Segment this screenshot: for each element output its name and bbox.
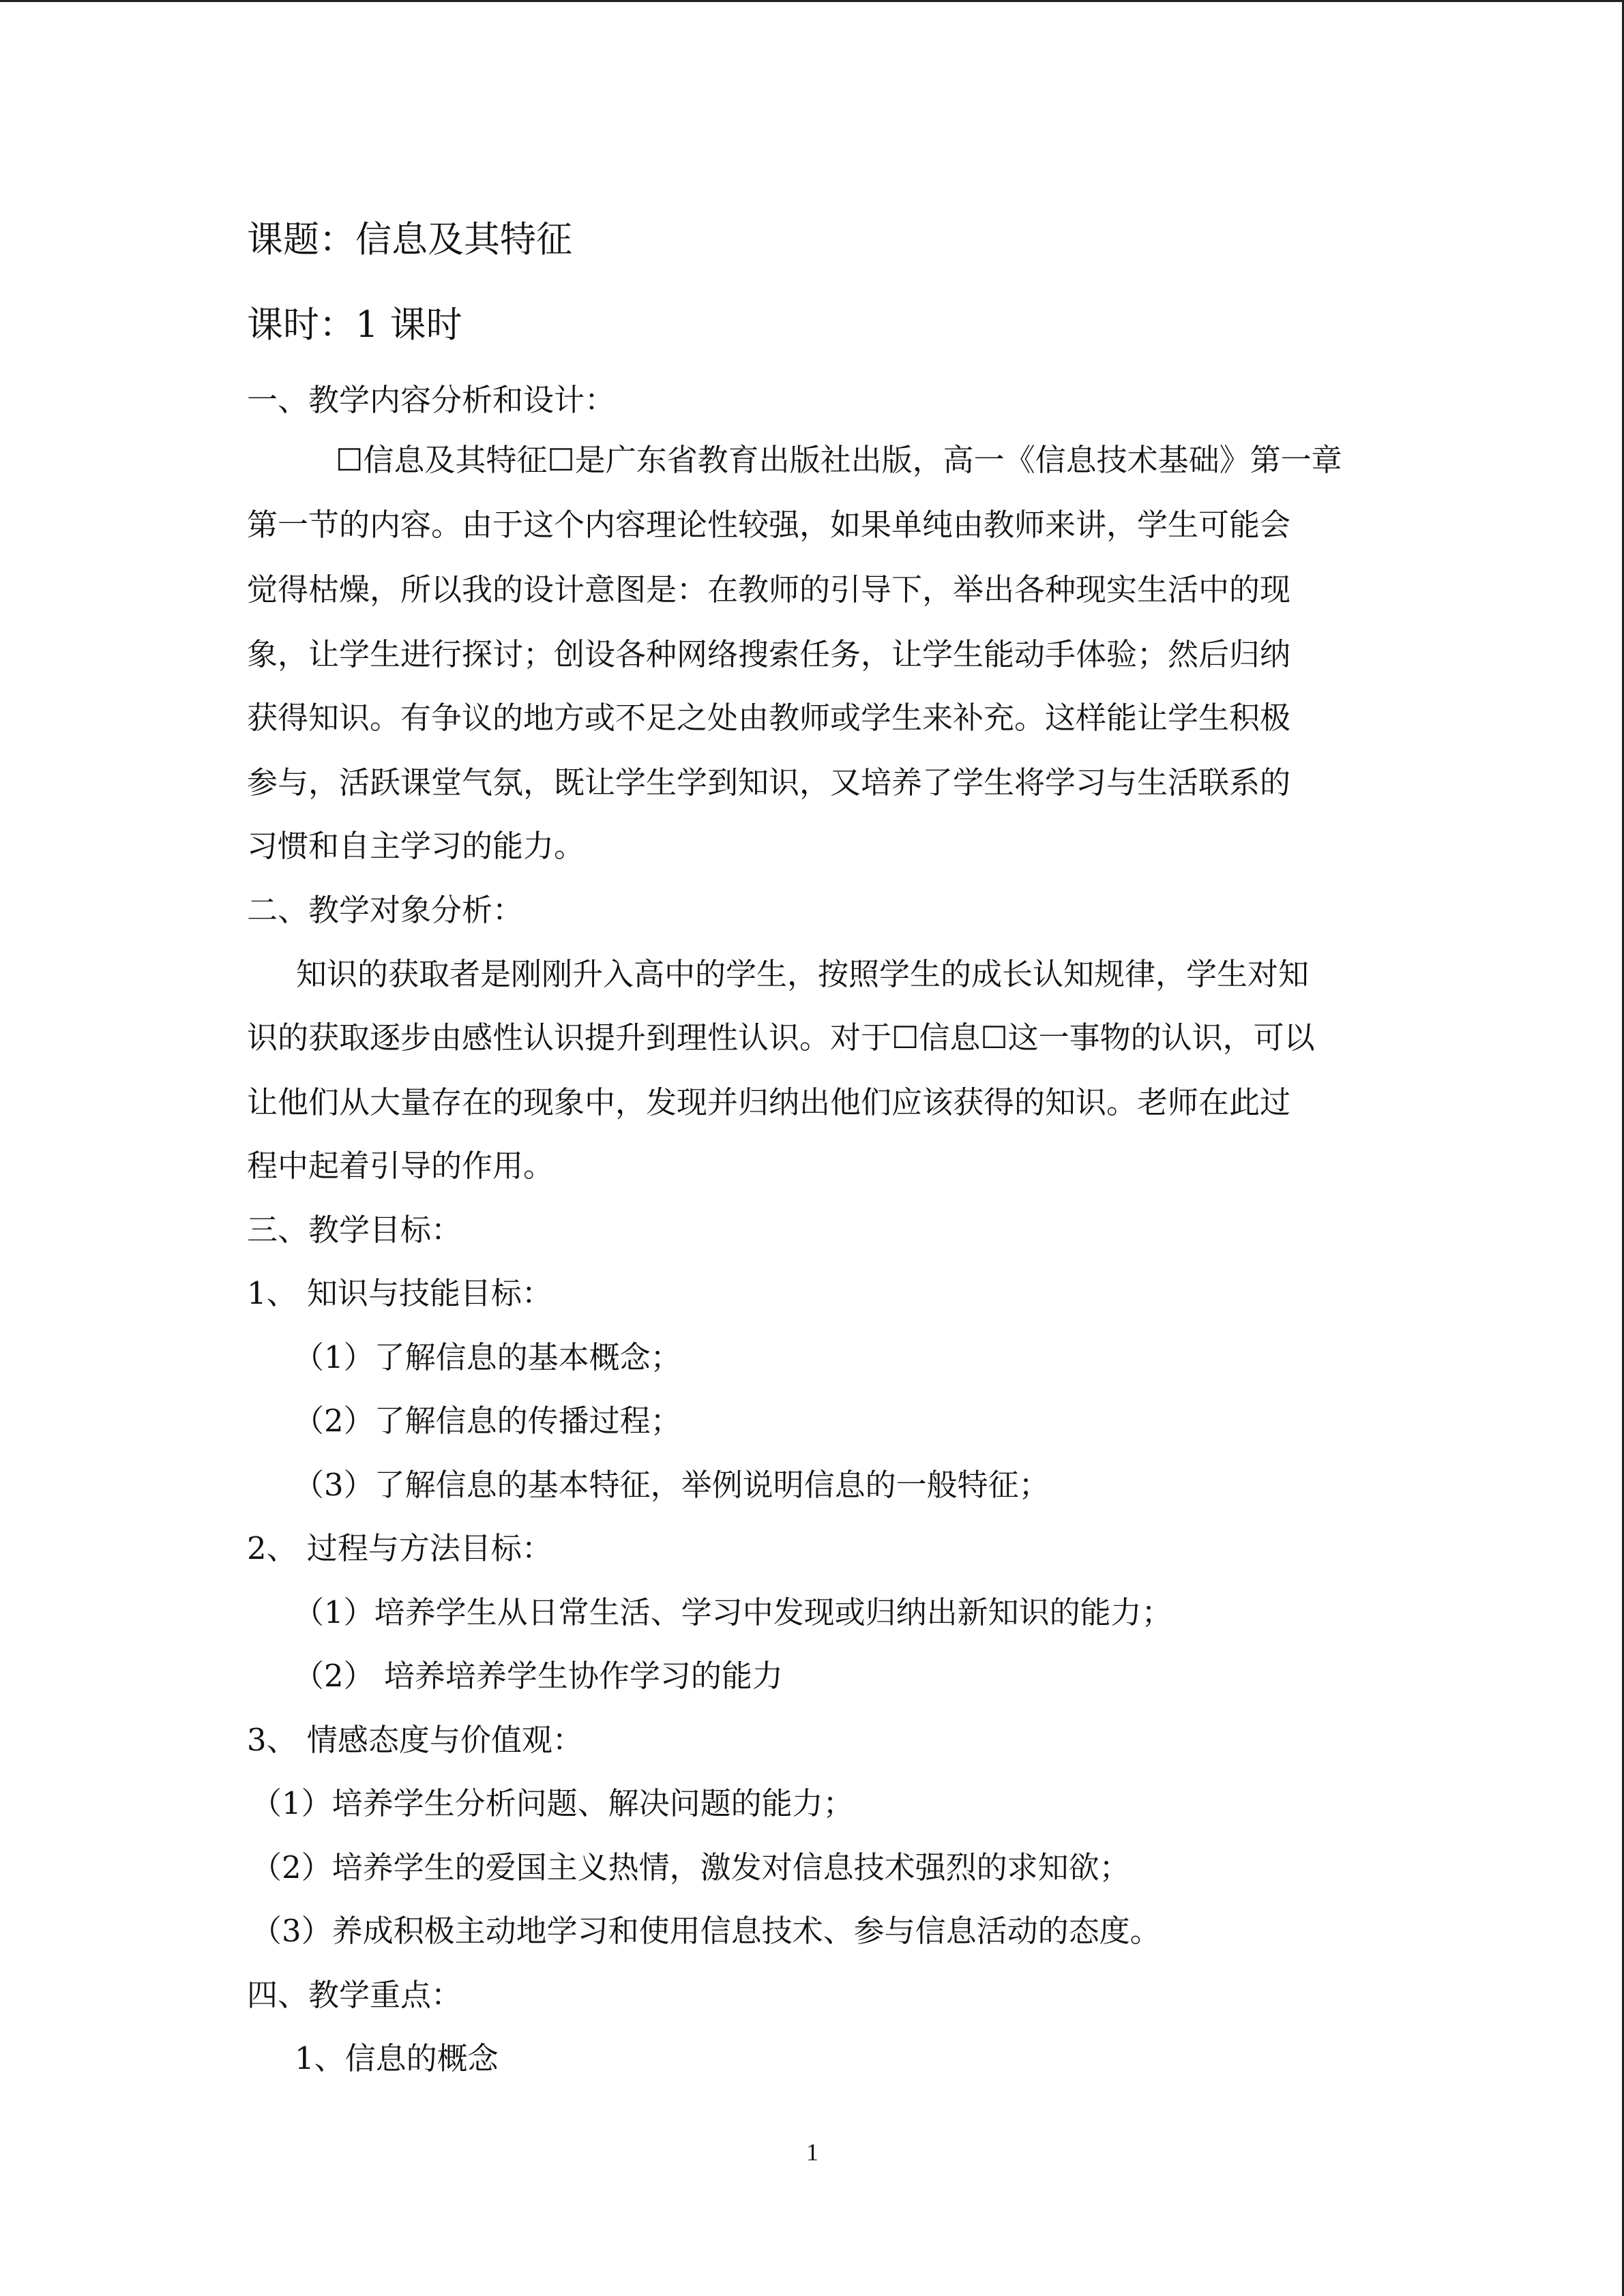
goal-2-item: （2） 培养培养学生协作学习的能力 (293, 1658, 783, 1694)
section-4-item: 1、信息的概念 (295, 2040, 499, 2076)
goal-3-item: （2）培养学生的爱国主义热情，激发对信息技术强烈的求知欲； (251, 1849, 1130, 1885)
goal-3-title: 3、 情感态度与价值观： (247, 1722, 583, 1758)
goal-3-item: （3）养成积极主动地学习和使用信息技术、参与信息活动的态度。 (251, 1913, 1161, 1949)
section-1-paragraph-line: 第一节的内容。由于这个内容理论性较强，如果单纯由教师来讲，学生可能会 (247, 507, 1291, 543)
section-1-paragraph-line: 觉得枯燥，所以我的设计意图是：在教师的引导下，举出各种现实生活中的现 (247, 571, 1291, 608)
goal-1-title: 1、 知识与技能目标： (247, 1275, 552, 1311)
section-1-paragraph-line: 习惯和自主学习的能力。 (247, 828, 585, 864)
lesson-hours: 课时：1 课时 (247, 304, 462, 346)
section-2-paragraph-line: 识的获取逐步由感性认识提升到理性认识。对于☐信息☐这一事物的认识，可以 (247, 1019, 1315, 1056)
section-1-paragraph-line: ☐信息及其特征☐是广东省教育出版社出版，高一《信息技术基础》第一章 (336, 442, 1342, 478)
goal-2-item: （1）培养学生从日常生活、学习中发现或归纳出新知识的能力； (293, 1594, 1172, 1630)
goal-1-item: （1）了解信息的基本概念； (293, 1339, 681, 1375)
section-1-heading: 一、教学内容分析和设计： (247, 382, 616, 418)
goal-2-title: 2、 过程与方法目标： (247, 1530, 552, 1566)
page-border-top (0, 0, 1624, 2)
section-1-paragraph-line: 象，让学生进行探讨；创设各种网络搜索任务，让学生能动手体验；然后归纳 (247, 636, 1291, 672)
section-2-heading: 二、教学对象分析： (247, 892, 524, 928)
lesson-title: 课题：信息及其特征 (247, 219, 572, 260)
goal-1-item: （3）了解信息的基本特征，举例说明信息的一般特征； (293, 1467, 1050, 1503)
section-1-paragraph-line: 参与，活跃课堂气氛，既让学生学到知识，又培养了学生将学习与生活联系的 (247, 764, 1291, 801)
section-4-heading: 四、教学重点： (247, 1977, 462, 2013)
section-1-paragraph-line: 获得知识。有争议的地方或不足之处由教师或学生来补充。这样能让学生积极 (247, 700, 1291, 736)
section-2-paragraph-line: 让他们从大量存在的现象中，发现并归纳出他们应该获得的知识。老师在此过 (247, 1084, 1291, 1120)
section-2-paragraph-line: 程中起着引导的作用。 (247, 1148, 555, 1184)
page-number: 1 (806, 2138, 818, 2166)
section-2-paragraph-line: 知识的获取者是刚刚升入高中的学生，按照学生的成长认知规律，学生对知 (296, 956, 1310, 992)
section-3-heading: 三、教学目标： (247, 1212, 462, 1248)
goal-3-item: （1）培养学生分析问题、解决问题的能力； (251, 1785, 854, 1821)
goal-1-item: （2）了解信息的传播过程； (293, 1403, 681, 1439)
